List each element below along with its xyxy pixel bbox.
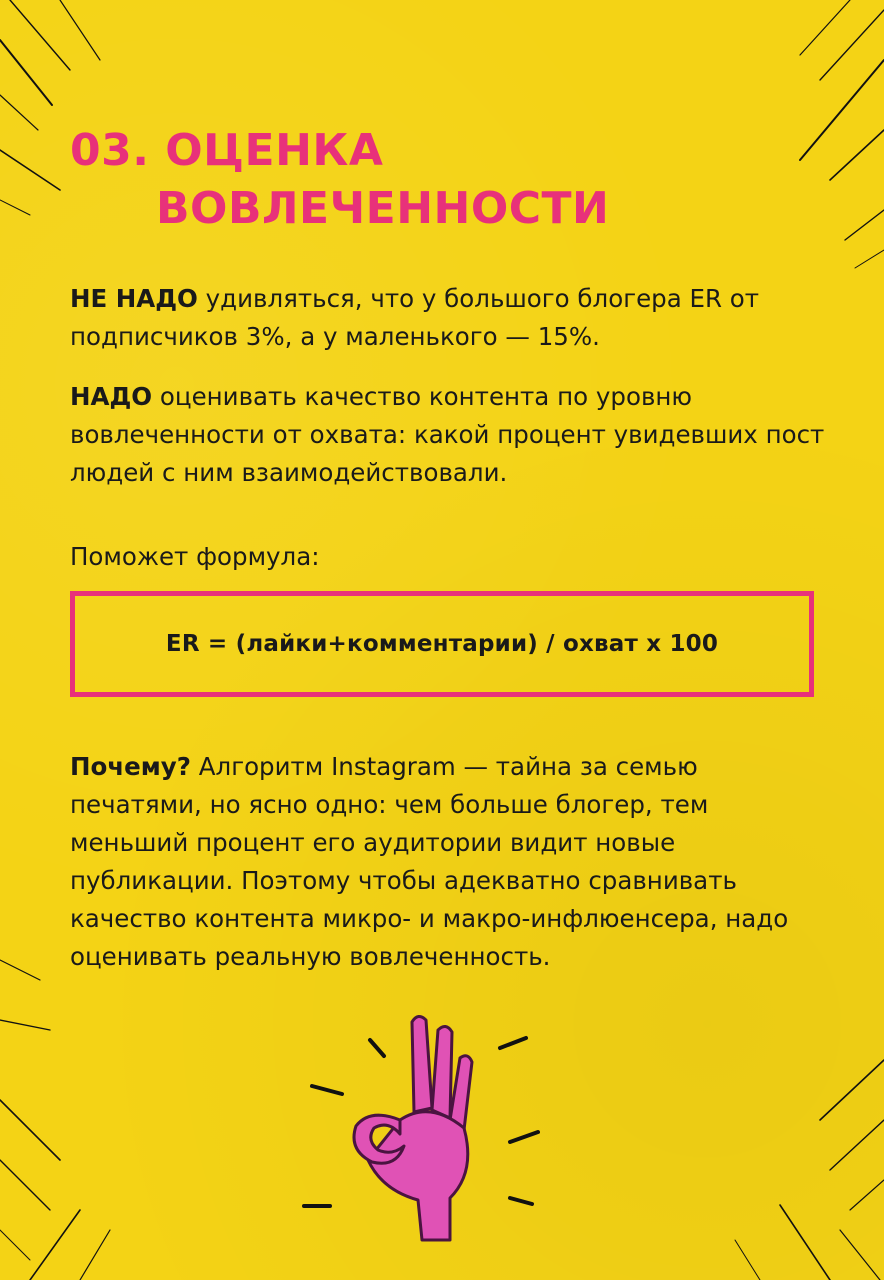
title-word-1: ОЦЕНКА xyxy=(165,125,384,176)
dont-label: НЕ НАДО xyxy=(70,284,198,313)
why-paragraph xyxy=(70,748,830,976)
why-text: Алгоритм Instagram — тайна за семью печатями, но ясно одно: чем больше блогер, тем меньший процент его аудитории видит новые публикации. Поэтому чтобы адекватно сравнивать качество контента микро- и макро-инфлюенсера, надо оценивать реальную вовлеченность. xyxy=(70,752,789,971)
do-text: оценивать качество контента по уровню вовлеченности от охвата: какой процент увидевших пост людей с ним взаимодействовали. xyxy=(70,382,825,487)
dont-paragraph xyxy=(70,280,830,356)
title-word-2: ВОВЛЕЧЕННОСТИ xyxy=(156,183,610,234)
do-label: НАДО xyxy=(70,382,153,411)
formula-intro: Поможет формула: xyxy=(70,542,320,571)
formula-text: ER = (лайки+комментарии) / охват х 100 xyxy=(165,631,719,657)
dont-text: удивляться, что у большого блогера ER от подписчиков 3%, а у маленького — 15%. xyxy=(70,284,760,351)
page-title xyxy=(70,122,609,238)
ok-hand-icon xyxy=(300,1000,540,1260)
formula-box xyxy=(70,591,814,697)
do-paragraph xyxy=(70,378,830,492)
why-label: Почему? xyxy=(70,752,191,781)
title-number: 03. xyxy=(70,125,150,176)
